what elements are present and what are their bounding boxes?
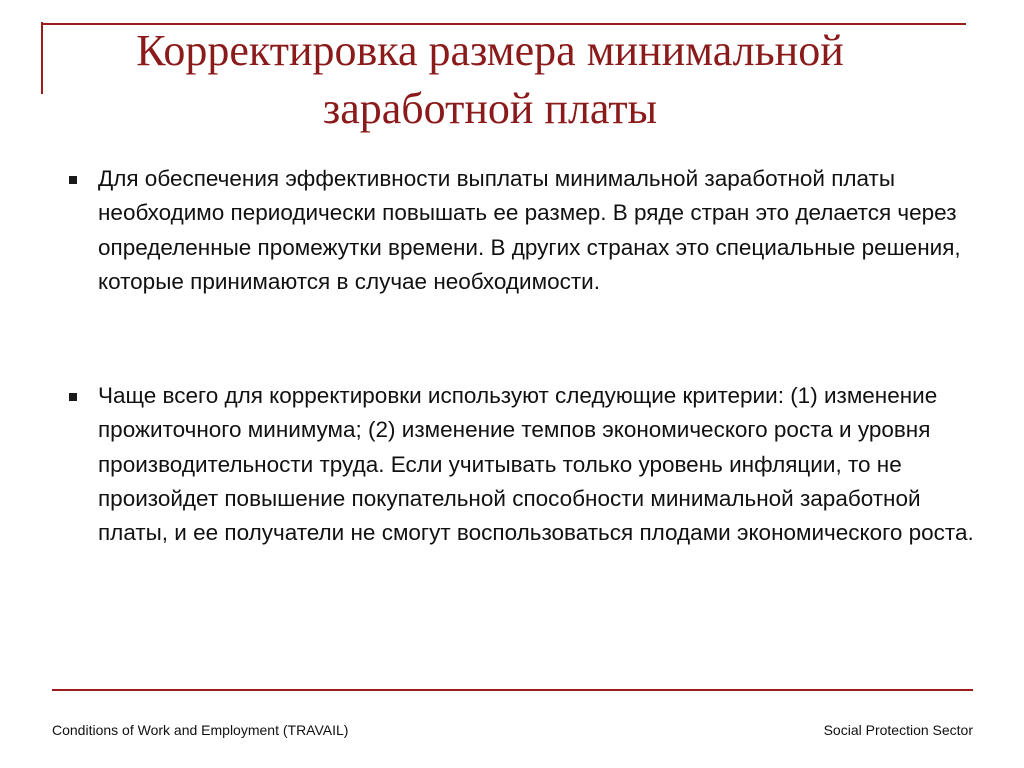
bullet-item xyxy=(98,379,978,550)
footer-right-text: Social Protection Sector xyxy=(823,722,973,738)
slide-title: Корректировка размера минимальной заработной платы xyxy=(136,26,844,133)
bullet-text: Для обеспечения эффективности выплаты минимальной заработной платы необходимо периодически повышать ее размер. В ряде стран это делается через определенные промежутки времени. В других странах это специальные решения, которые принимаются в случае необходимости. xyxy=(98,166,961,294)
title-accent-vertical-line xyxy=(41,22,43,94)
footer-divider-line xyxy=(52,689,973,691)
square-bullet-icon xyxy=(69,393,77,401)
bullet-item xyxy=(98,162,978,299)
square-bullet-icon xyxy=(69,176,77,184)
footer-left-text: Conditions of Work and Employment (TRAVAIL) xyxy=(52,722,349,738)
bullet-text: Чаще всего для корректировки используют следующие критерии: (1) изменение прожиточного минимума; (2) изменение темпов экономического роста и уровня производительности труда. Если учитывать только уровень инфляции, то не произойдет повышение покупательной способности минимальной заработной платы, и ее получатели не смогут воспользоваться плодами экономического роста. xyxy=(98,383,974,546)
